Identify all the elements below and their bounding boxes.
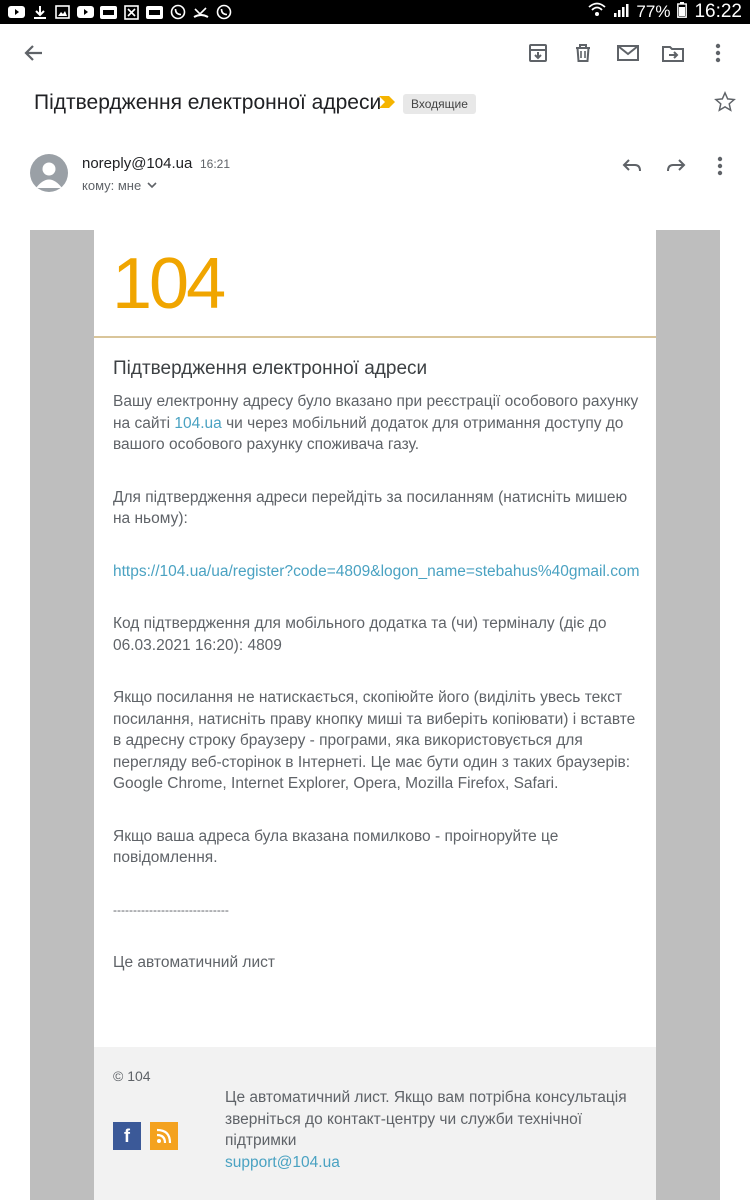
intro-text-end: чи через мобільний додаток для отримання доступу до вашого особового рахунку споживача газу. <box>113 414 624 453</box>
footer-text <box>225 1087 645 1173</box>
sender-address[interactable]: noreply@104.ua <box>82 155 193 172</box>
archive-button[interactable] <box>522 37 554 69</box>
brand-logo: 104 <box>112 244 224 324</box>
more-vert-icon <box>715 43 721 63</box>
excel-icon <box>123 5 140 20</box>
forward-icon <box>666 158 686 174</box>
archive-icon <box>528 43 548 63</box>
email-footer <box>94 1047 656 1200</box>
sent-time: 16:21 <box>200 157 231 171</box>
reply-button[interactable] <box>616 150 648 182</box>
gallery-icon <box>54 5 71 20</box>
more-vert-icon <box>717 156 723 176</box>
site-link[interactable]: 104.ua <box>174 414 222 432</box>
email-content-card <box>94 230 656 1200</box>
subject-row <box>0 82 750 132</box>
notification-icons <box>0 5 232 20</box>
sender-row <box>0 140 750 210</box>
inbox-label-chip[interactable]: Входящие <box>403 94 476 114</box>
battery-percent: 77% <box>636 2 671 21</box>
battery-icon <box>677 2 687 23</box>
download-icon <box>31 5 48 20</box>
status-bar <box>0 0 750 24</box>
paragraph-copy-help: Якщо посилання не натискається, скопіюйте його (виділіть увесь текст посилання, натисніть праву кнопку миші та виберіть копіювати) і вставте в адресну строку браузеру - програми, яка використовується для перегляду веб-сторінок в Інтернеті. Це має бути один з таких браузерів: Google Chrome, Internet Explorer, Opera, Mozilla Firefox, Safari. <box>113 689 636 792</box>
more-options-button[interactable] <box>702 37 734 69</box>
email-subject: Підтвердження електронної адреси <box>34 91 382 114</box>
reply-icon <box>622 158 642 174</box>
email-content <box>113 356 641 1005</box>
forward-button[interactable] <box>660 150 692 182</box>
rss-icon <box>155 1127 173 1145</box>
viber-icon <box>169 5 186 20</box>
content-heading: Підтвердження електронної адреси <box>113 358 428 379</box>
toolbar-actions <box>522 37 734 69</box>
delete-button[interactable] <box>567 37 599 69</box>
recipient-text: кому: мне <box>82 178 142 193</box>
person-icon <box>30 154 68 192</box>
chevron-down-icon <box>147 182 157 189</box>
mark-unread-button[interactable] <box>612 37 644 69</box>
facebook-button[interactable] <box>113 1122 141 1150</box>
message-more-button[interactable] <box>704 150 736 182</box>
system-indicators <box>588 1 750 23</box>
text-divider: ----------------------------- <box>113 902 229 917</box>
header-divider <box>94 336 656 338</box>
youtube-icon <box>8 5 25 20</box>
wifi-icon <box>588 2 606 22</box>
viber-icon <box>215 5 232 20</box>
trash-icon <box>574 43 592 63</box>
footer-note: Це автоматичний лист. Якщо вам потрібна консультація зверніться до контакт-центру чи служби технічної підтримки <box>225 1089 627 1149</box>
recipient-toggle[interactable] <box>82 178 157 193</box>
paragraph-auto: Це автоматичний лист <box>113 954 275 971</box>
paragraph-intro <box>113 391 641 456</box>
gse-icon <box>100 5 117 20</box>
message-actions <box>616 150 736 182</box>
mail-icon <box>617 45 639 61</box>
support-email-link[interactable]: support@104.ua <box>225 1153 340 1171</box>
signal-icon <box>613 2 629 22</box>
avatar[interactable] <box>30 154 68 192</box>
paragraph-ignore: Якщо ваша адреса була вказана помилково - проігноруйте це повідомлення. <box>113 827 559 866</box>
back-button[interactable] <box>18 37 50 69</box>
paragraph-instructions: Для підтвердження адреси перейдіть за посиланням (натисніть мишею на ньому): <box>113 488 628 527</box>
youtube-icon <box>77 5 94 20</box>
paragraph-code: Код підтвердження для мобільного додатка та (чи) терміналу (діє до 06.03.2021 16:20): 4809 <box>113 615 607 654</box>
copyright: © 104 <box>113 1068 151 1084</box>
importance-marker-icon[interactable] <box>379 96 395 108</box>
move-to-folder-icon <box>662 44 684 62</box>
intro-text-start: Вашу електронну адресу було вказано при реєстрації особового рахунку на сайті <box>113 393 639 432</box>
move-to-button[interactable] <box>657 37 689 69</box>
confirmation-link[interactable]: https://104.ua/ua/register?code=4809&logon_name=stebahus%40gmail.com <box>113 562 640 580</box>
clock: 16:22 <box>694 1 742 22</box>
missed-call-icon <box>192 5 209 20</box>
back-arrow-icon <box>24 43 44 63</box>
app-toolbar <box>0 24 750 82</box>
gse-icon <box>146 5 163 20</box>
star-icon[interactable] <box>714 91 736 113</box>
facebook-icon: f <box>124 1125 130 1146</box>
rss-button[interactable] <box>150 1122 178 1150</box>
